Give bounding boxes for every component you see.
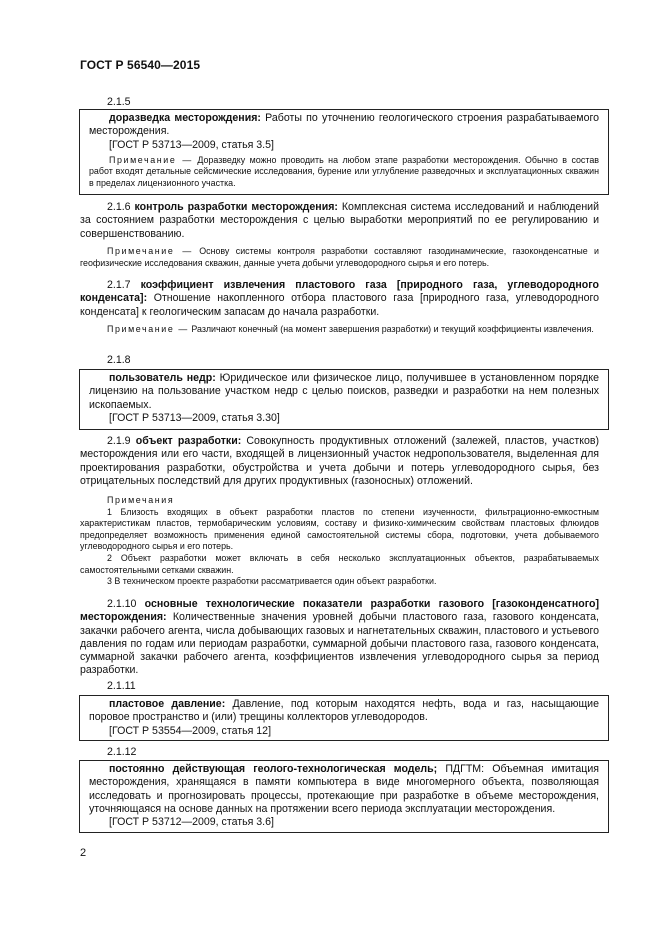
term-note: Различают конечный (на момент завершения разработки) и текущий коэффициенты извлечения. xyxy=(191,324,594,334)
term-definition: Работы по уточнению геологического строения разрабатываемого месторождения. xyxy=(89,112,599,138)
page-number: 2 xyxy=(80,847,87,859)
standard-header: ГОСТ Р 56540—2015 xyxy=(80,58,201,72)
term-box xyxy=(79,369,609,430)
note-block xyxy=(80,246,599,269)
term-note: Доразведку можно проводить на любом этапе разработки месторождения. Обычно в состав работ входят детальные сейсмические исследования, бурение или углубление разведочных и эксплуатационных скважин в пределах лицензионного участка. xyxy=(89,154,599,189)
note-item: 3 В техническом проекте разработки рассматривается один объект разработки. xyxy=(107,576,437,587)
note-label: Примечание — xyxy=(107,324,189,334)
note-block xyxy=(80,324,599,336)
term-reference: [ГОСТ Р 53554—2009, статья 12] xyxy=(109,724,272,737)
term-title: пластовое давление: xyxy=(109,698,226,710)
term-title: контроль разработки месторождения: xyxy=(134,201,338,213)
term-number: 2.1.5 xyxy=(107,96,131,108)
term-abbreviation: ПДГТМ: xyxy=(445,763,485,775)
term-reference: [ГОСТ Р 53713—2009, статья 3.30] xyxy=(109,411,280,424)
term-entry xyxy=(80,598,599,678)
term-title: пользователь недр: xyxy=(109,372,216,384)
term-title: основные технологические показатели разработки газового [газоконденсатного] месторождения: xyxy=(80,598,599,624)
term-title: доразведка месторождения: xyxy=(109,112,261,124)
term-number: 2.1.8 xyxy=(107,354,131,366)
term-entry xyxy=(80,279,599,319)
term-title: постоянно действующая геолого-технологическая модель; xyxy=(109,763,438,775)
term-number: 2.1.9 xyxy=(107,435,131,447)
term-number: 2.1.7 xyxy=(107,279,131,291)
term-number: 2.1.11 xyxy=(107,680,136,692)
term-number: 2.1.6 xyxy=(107,201,131,213)
term-box xyxy=(79,760,609,833)
term-title: коэффициент извлечения пластового газа [природного газа, углеводородного конденсата]: xyxy=(80,279,599,305)
term-definition: Юридическое или физическое лицо, получившее в установленном порядке лицензию на пользование участком недр с целью поисков, разведки и разработки на нем полезных ископаемых. xyxy=(89,372,599,411)
term-number: 2.1.10 xyxy=(107,598,137,610)
term-definition: Комплексная система исследований и наблюдений за состоянием разработки месторождения с целью выработки мероприятий по ее регулированию и совершенствованию. xyxy=(80,201,600,240)
note-label: Примечание — xyxy=(107,246,193,256)
term-definition: Отношение накопленного отбора пластового газа [природного газа, углеводородного конденсата] к геологическим запасам до начала разработки. xyxy=(80,292,599,318)
term-number: 2.1.12 xyxy=(107,746,137,758)
term-box xyxy=(79,109,609,195)
notes-block xyxy=(80,495,599,588)
term-definition: Объемная имитация месторождения, хранящаяся в памяти компьютера в виде многомерного объекта, позволяющая исследовать и прогнозировать процессы, протекающие при разработке в объеме месторождения, уточняющаяся на основе данных на протяжении всего периода эксплуатации месторождения. xyxy=(89,763,600,815)
term-title: объект разработки: xyxy=(135,435,242,447)
term-entry xyxy=(80,435,599,488)
notes-label: Примечания xyxy=(107,495,175,505)
term-reference: [ГОСТ Р 53713—2009, статья 3.5] xyxy=(109,138,274,151)
term-definition: Совокупность продуктивных отложений (залежей, пластов, участков) месторождения или его части, входящей в лицензионный участок недропользователя, выделенная для проектирования разработки, обустройства и учета добычи и потерь углеводородного сырья, без отрицательных последствий для других продуктивных (газоносных) отложений. xyxy=(80,435,599,487)
term-definition: Количественные значения уровней добычи пластового газа, газового конденсата, закачки рабочего агента, числа добывающих газовых и нагнетательных скважин, пластового и устьевого давления по годам или периодам разработки, суммарной добычи пластового газа, газового конденсата, суммарной закачки рабочего агента, коэффициентов извлечения углеводородного сырья за период разработки. xyxy=(80,611,599,677)
term-box xyxy=(79,695,609,741)
note-item: 2 Объект разработки может включать в себя несколько эксплуатационных объектов, разрабатываемых самостоятельными сетками скважин. xyxy=(80,552,599,575)
term-definition: Давление, под которым находятся нефть, вода и газ, насыщающие поровое пространство и (или) трещины коллекторов углеводородов. xyxy=(89,698,599,724)
note-item: 1 Близость входящих в объект разработки пластов по степени изученности, фильтрационно-емкостным характеристикам пластов, термобарическим условиям, составу и физико-химическим свойствам пластовых флюидов предопределяет возможность применения единой самостоятельной системы сбора, подготовки, учета добываемого углеводородного сырья и его потерь. xyxy=(80,506,599,552)
term-reference: [ГОСТ Р 53712—2009, статья 3.6] xyxy=(109,816,274,829)
note-label: Примечание — xyxy=(109,154,193,165)
term-note: Основу системы контроля разработки составляют газодинамические, газоконденсатные и геофизические исследования скважин, данные учета добычи углеводородного сырья и его потерь. xyxy=(80,246,599,268)
term-entry xyxy=(80,201,599,241)
